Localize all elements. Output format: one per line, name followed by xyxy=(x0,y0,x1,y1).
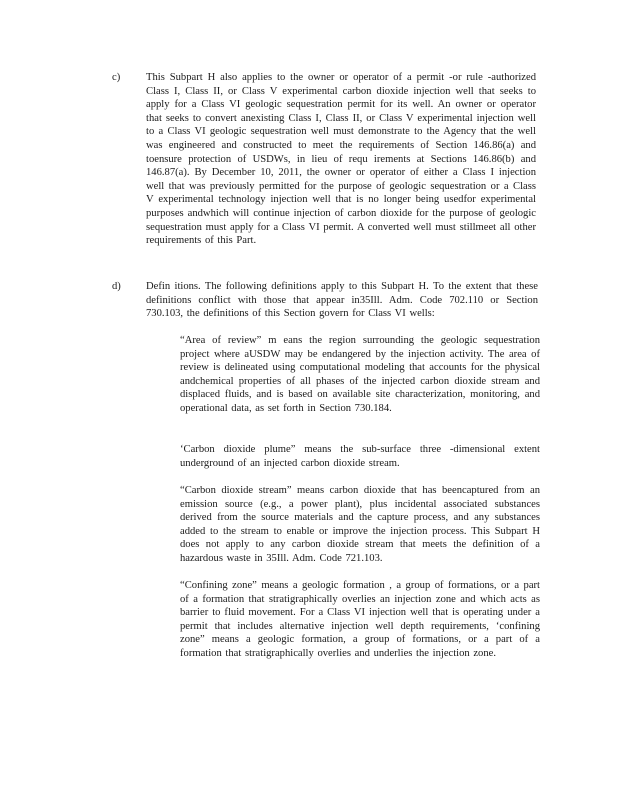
paragraph-d-marker: d) xyxy=(112,281,121,292)
paragraph-c-text: This Subpart H also applies to the owner or operator of a permit -or rule -authorized Class I, Class II, or Class V experimental carbon dioxide injection well that seeks to apply for a Class VI geologic sequestration permit for its well. An owner or operator that seeks to convert anexisting Class I, Class II, or Class V experimental injection well to a Class VI geologic sequestration well must demonstrate to the Agency that the well was engineered and constructed to meet the requirements of Section 146.86(a) and toensure protection of USDWs, in lieu of requ irements at Sections 146.86(b) and 146.87(a). By December 10, 2011, the owner or operator of either a Class I injection well that was previously permitted for the purpose of geologic sequestration or a Class V experimental technology injection well that is no longer being usedfor experimental purposes andwhich will continue injection of carbon dioxide for the purpose of geologic sequestration must apply for a Class VI permit. A converted well must stillmeet all other requirements of this Part. xyxy=(146,72,536,247)
paragraph-d-text: Defin itions. The following definitions apply to this Subpart H. To the extent that these definitions conflict with those that appear in35Ill. Adm. Code 702.110 or Section 730.103, the definitions of this Section govern for Class VI wells: xyxy=(146,281,538,320)
definition-area-of-review: “Area of review” m eans the region surrounding the geologic sequestration project where aUSDW may be endangered by the injection activity. The area of review is delineated using computational modeling that accounts for the physical andchemical properties of all phases of the injected carbon dioxide stream and displaced fluids, and is based on available site characterization, monitoring, and operational data, as set forth in Section 730.184. xyxy=(180,335,540,414)
definition-carbon-dioxide-stream: “Carbon dioxide stream” means carbon dioxide that has beencaptured from an emission source (e.g., a power plant), plus incidental associated substances derived from the source materials and the capture process, and any substances added to the stream to enable or improve the injection process. This Subpart H does not apply to any carbon dioxide stream that meets the definition of a hazardous waste in 35Ill. Adm. Code 721.103. xyxy=(180,485,540,564)
definition-confining-zone: “Confining zone” means a geologic formation , a group of formations, or a part of a formation that stratigraphically overlies an injection zone and which acts as barrier to fluid movement. For a Class VI injection well that is operating under a permit that includes alternative injection well depth requirements, ‘confining zone” means a geologic formation, a group of formations, or a part of a formation that stratigraphically overlies and underlies the injection zone. xyxy=(180,580,540,659)
paragraph-c-marker: c) xyxy=(112,72,121,83)
definition-carbon-dioxide-plume: ‘Carbon dioxide plume” means the sub-surface three -dimensional extent underground of an injected carbon dioxide stream. xyxy=(180,444,540,469)
